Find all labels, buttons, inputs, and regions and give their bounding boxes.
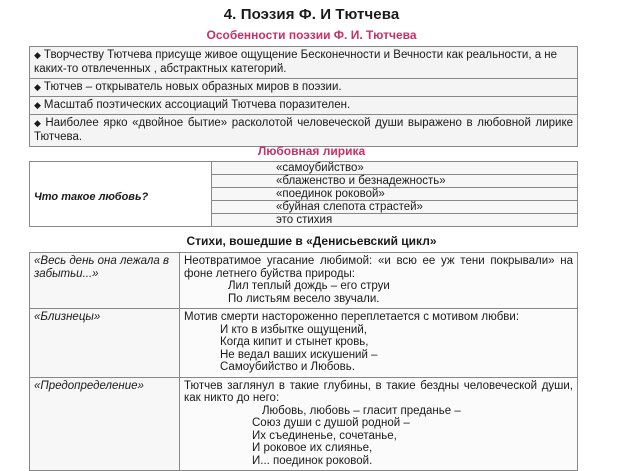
page-title: 4. Поэзия Ф. И Тютчева (223, 6, 400, 23)
poem-description-cell (180, 253, 578, 309)
cycle-table (29, 252, 578, 471)
feature-row (30, 115, 578, 147)
poem-description: Тютчев заглянул в такие глубины, в такие бездны человеческой души, как никто до него: (184, 379, 573, 404)
poem-description-cell (180, 377, 578, 471)
verse-line: И роковое их слиянье, (252, 442, 373, 454)
verse-line: Не ведал ваших искушений – (220, 348, 378, 361)
feature-text: Масштаб поэтических ассоциаций Тютчева поразителен. (43, 99, 351, 111)
verse-line: Любовь, любовь – гласит преданье – (262, 404, 461, 417)
verse-line: Союз души с душой родной – (252, 417, 410, 429)
poem-title: «Предопределение» (30, 377, 180, 471)
verse-line: Когда кипит и стынет кровь, (220, 336, 369, 348)
cycle-row (30, 377, 578, 471)
verse-line: И... поединок роковой. (252, 454, 373, 467)
feature-row (30, 97, 578, 115)
cycle-row (30, 309, 578, 378)
love-answer: «самоубийство» (212, 162, 578, 175)
love-question: Что такое любовь? (30, 162, 212, 227)
diamond-bullet-icon: ◆ (34, 118, 43, 128)
cycle-row (30, 253, 578, 309)
poem-description-cell (180, 309, 578, 378)
love-lyrics-table (29, 161, 578, 227)
love-answer: это стихия (212, 214, 578, 227)
love-answer: «поединок роковой» (212, 188, 578, 201)
love-answer: «блаженство и безнадежность» (212, 175, 578, 188)
diamond-bullet-icon: ◆ (34, 50, 41, 60)
cycle-heading: Стихи, вошедшие в «Денисьевский цикл» (186, 234, 437, 248)
verse-line: И кто в избытке ощущений, (220, 323, 367, 336)
features-heading: Особенности поэзии Ф. И. Тютчева (206, 28, 417, 42)
diamond-bullet-icon: ◆ (34, 82, 41, 92)
love-answer: «буйная слепота страстей» (212, 201, 578, 214)
poem-description: Мотив смерти настороженно переплетается с мотивом любви: (184, 311, 520, 323)
feature-row (30, 79, 578, 97)
feature-row (30, 47, 578, 79)
love-lyrics-heading: Любовная лирика (257, 144, 366, 158)
poem-description: Неотвратимое угасание любимой: «и всю ее уж тени покрывали» на фоне летнего буйства природы: (184, 255, 573, 280)
verse-line: Их съединенье, сочетанье, (252, 429, 397, 442)
love-answer-row (30, 162, 578, 175)
feature-text: Творчеству Тютчева присуще живое ощущение Бесконечности и Вечности как реальности, а не каких-то отвлеченных , абстрактных категорий. (34, 49, 558, 75)
poem-title: «Близнецы» (30, 309, 180, 378)
features-table (29, 46, 578, 147)
feature-text: Тютчев – открыватель новых образных миров в поэзии. (43, 81, 342, 93)
diamond-bullet-icon: ◆ (34, 100, 41, 110)
verse-line: Самоубийство и Любовь. (220, 361, 355, 373)
verse-line: По листьям весело звучали. (228, 292, 380, 305)
poem-title: «Весь день она лежала в забытьи...» (30, 253, 180, 309)
verse-line: Лил теплый дождь – его струи (228, 280, 390, 292)
feature-text: Наиболее ярко «двойное бытие» расколотой человеческой души выражено в любовной лирике Тютчева. (34, 117, 573, 143)
